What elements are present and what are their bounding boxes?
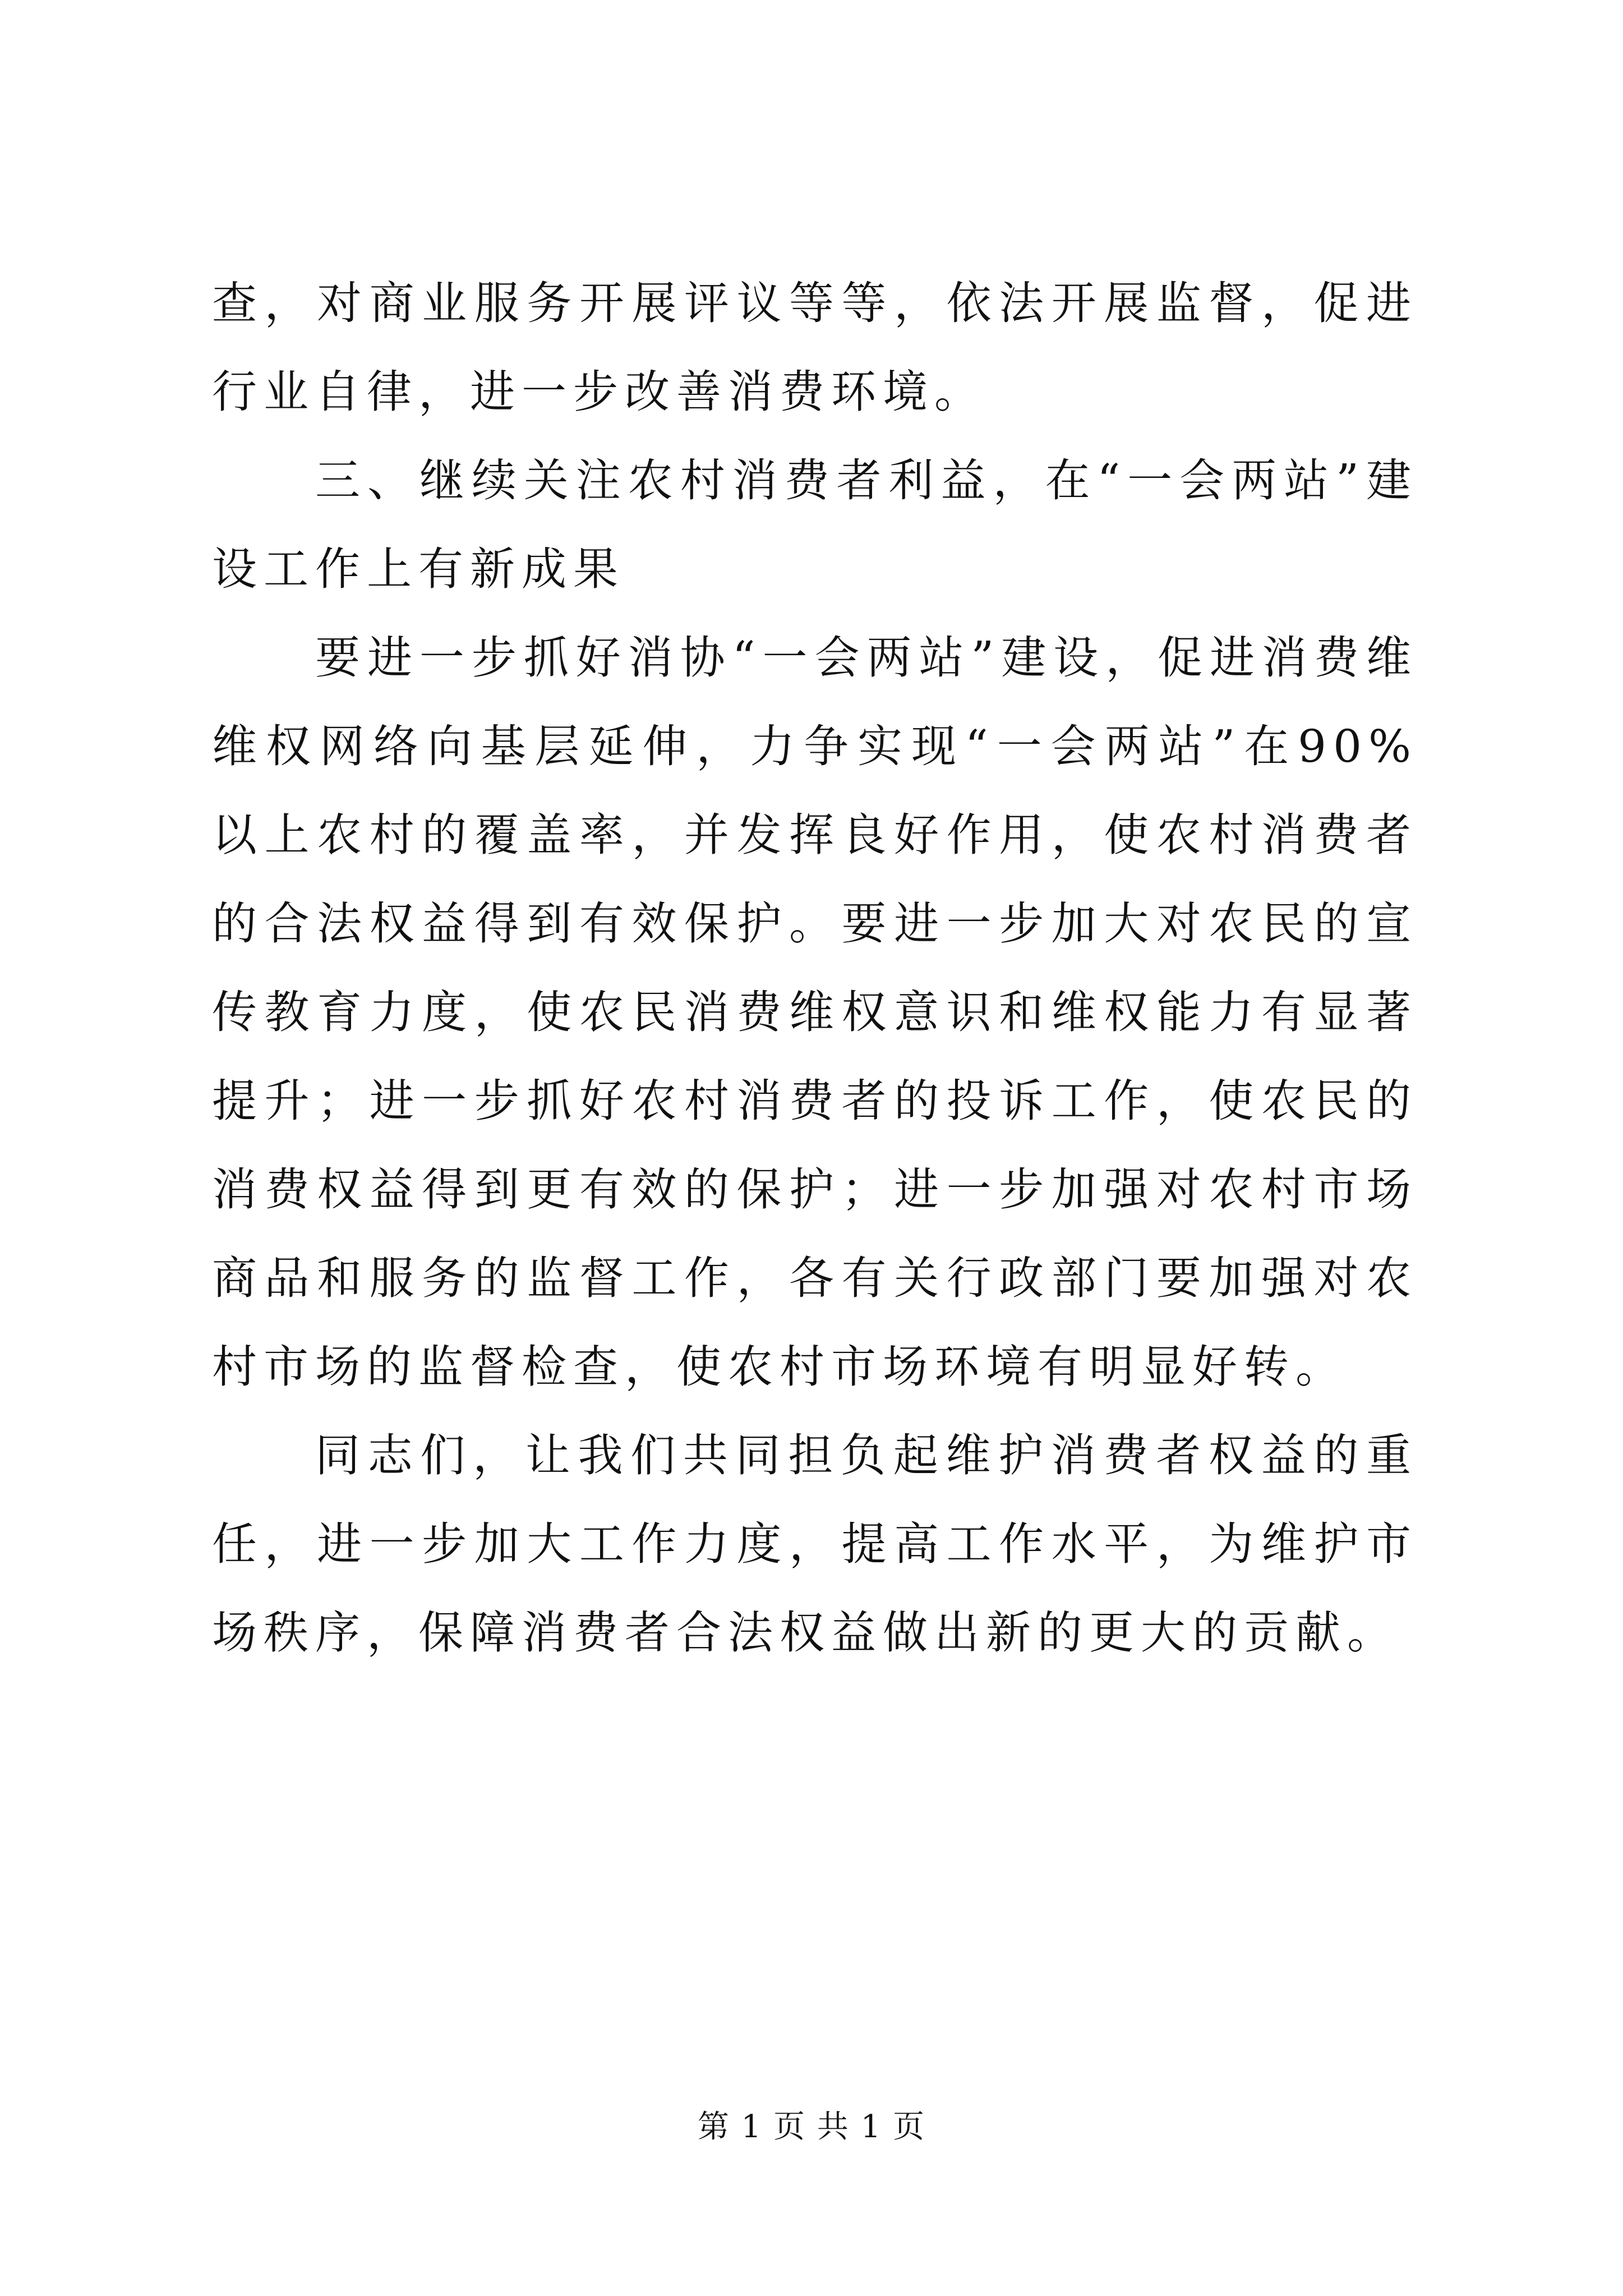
paragraph-continuation: 查，对商业服务开展评议等等，依法开展监督，促进行业自律，进一步改善消费环境。 (212, 277, 1418, 418)
paragraph-closing: 同志们，让我们共同担负起维护消费者权益的重任，进一步加大工作力度，提高工作水平，为维护市场秩序，保障消费者合法权益做出新的更大的贡献。 (212, 1429, 1418, 1659)
page-number-footer: 第 1 页 共 1 页 (697, 2109, 926, 2145)
document-body (212, 259, 1418, 1677)
section-heading: 三、继续关注农村消费者利益，在“一会两站”建设工作上有新成果 (212, 454, 1418, 595)
paragraph-body: 要进一步抓好消协“一会两站”建设，促进消费维维权网络向基层延伸，力争实现“一会两站”在90%以上农村的覆盖率，并发挥良好作用，使农村消费者的合法权益得到有效保护。要进一步加大对农民的宣传教育力度，使农民消费维权意识和维权能力有显著提升；进一步抓好农村消费者的投诉工作，使农民的消费权益得到更有效的保护；进一步加强对农村市场商品和服务的监督工作，各有关行政部门要加强对农村市场的监督检查，使农村市场环境有明显好转。 (212, 632, 1418, 1393)
